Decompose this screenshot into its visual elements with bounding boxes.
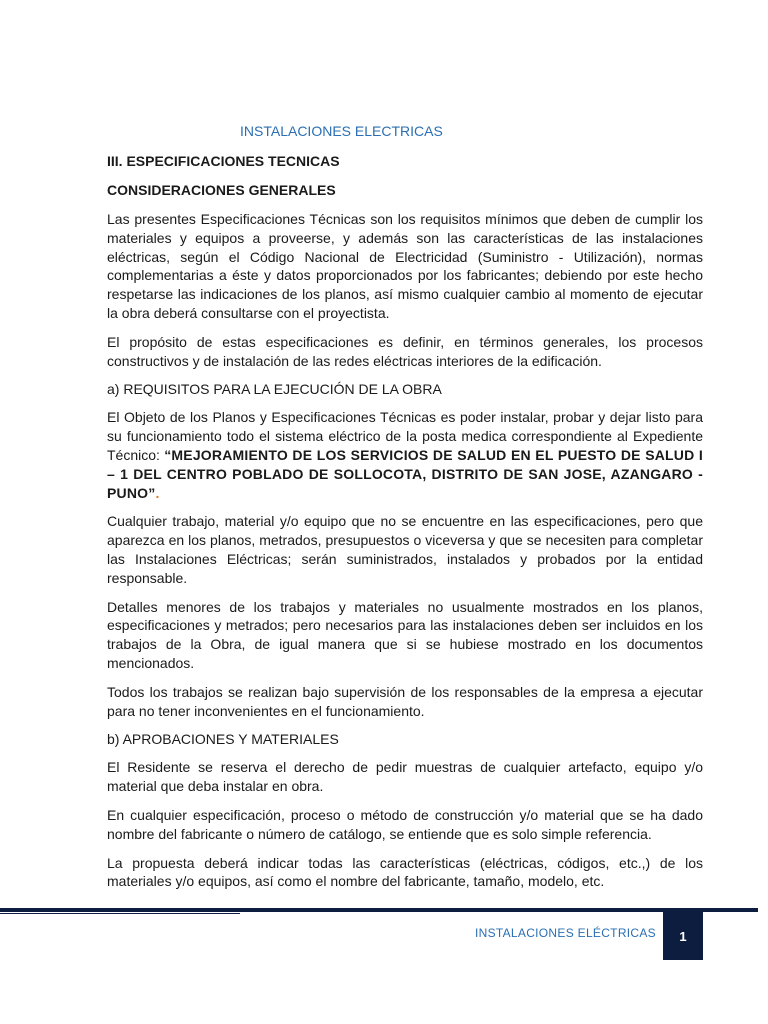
page-number-badge [663, 912, 703, 960]
section-heading-a: a) REQUISITOS PARA LA EJECUCIÓN DE LA OBRA [107, 381, 442, 398]
page-number: 1 [679, 928, 687, 944]
paragraph: Cualquier trabajo, material y/o equipo que no se encuentre en las especificaciones, pero que aparezca en los planos, metrados, presupuestos o viceversa y que se necesiten para completar las Instalaciones Eléctricas; serán suministrados, instalados y probados por la entidad responsable. [107, 513, 703, 586]
paragraph-expediente [107, 408, 703, 502]
document-title: INSTALACIONES ELECTRICAS [240, 123, 443, 139]
heading-consideraciones: CONSIDERACIONES GENERALES [107, 182, 336, 198]
paragraph-end: . [155, 484, 160, 501]
paragraph: El propósito de estas especificaciones es definir, en términos generales, los procesos constructivos y de instalación de las redes eléctricas interiores de la edificación. [107, 333, 703, 369]
paragraph: La propuesta deberá indicar todas las características (eléctricas, códigos, etc.,) de los materiales y/o equipos, así como el nombre del fabricante, tamaño, modelo, etc. [107, 854, 703, 890]
footer-label: INSTALACIONES ELÉCTRICAS [474, 926, 656, 940]
footer-divider [0, 908, 758, 912]
paragraph: Detalles menores de los trabajos y materiales no usualmente mostrados en los planos, especificaciones y metrados; pero necesarios para las instalaciones deben ser incluidos en los trabajos de la Obra, de igual manera que si se hubiese mostrado en los documentos mencionados. [107, 598, 703, 671]
paragraph: Las presentes Especificaciones Técnicas son los requisitos mínimos que deben de cumplir los materiales y equipos a proveerse, y además son las características de las instalaciones eléctricas, según el Código Nacional de Electricidad (Suministro - Utilización), normas complementarias a éste y datos proporcionados por los fabricantes; debiendo por este hecho respetarse las indicaciones de los planos, así mismo cualquier cambio al momento de ejecutar la obra deberá consultarse con el proyectista. [107, 211, 703, 321]
footer-divider-thin [0, 913, 240, 914]
paragraph: En cualquier especificación, proceso o método de construcción y/o material que se ha dado nombre del fabricante o número de catálogo, se entiende que es solo simple referencia. [107, 806, 703, 842]
paragraph-text: El Objeto de los Planos y Especificaciones Técnicas es poder instalar, probar y dejar listo para su funcionamiento todo el sistema eléctrico de la posta medica correspondiente al Expediente Técnico: [107, 409, 703, 463]
document-body [107, 122, 703, 901]
paragraph: El Residente se reserva el derecho de pedir muestras de cualquier artefacto, equipo y/o material que deba instalar en obra. [107, 759, 703, 795]
paragraph: Todos los trabajos se realizan bajo supervisión de los responsables de la empresa a ejecutar para no tener inconvenientes en el funcionamiento. [107, 683, 703, 719]
project-title: “MEJORAMIENTO DE LOS SERVICIOS DE SALUD EN EL PUESTO DE SALUD I – 1 DEL CENTRO POBLADO DE SOLLOCOTA, DISTRITO DE SAN JOSE, AZANGARO - PUNO” [107, 446, 703, 501]
section-heading-b: b) APROBACIONES Y MATERIALES [107, 731, 339, 748]
heading-especificaciones: III. ESPECIFICACIONES TECNICAS [107, 153, 340, 169]
